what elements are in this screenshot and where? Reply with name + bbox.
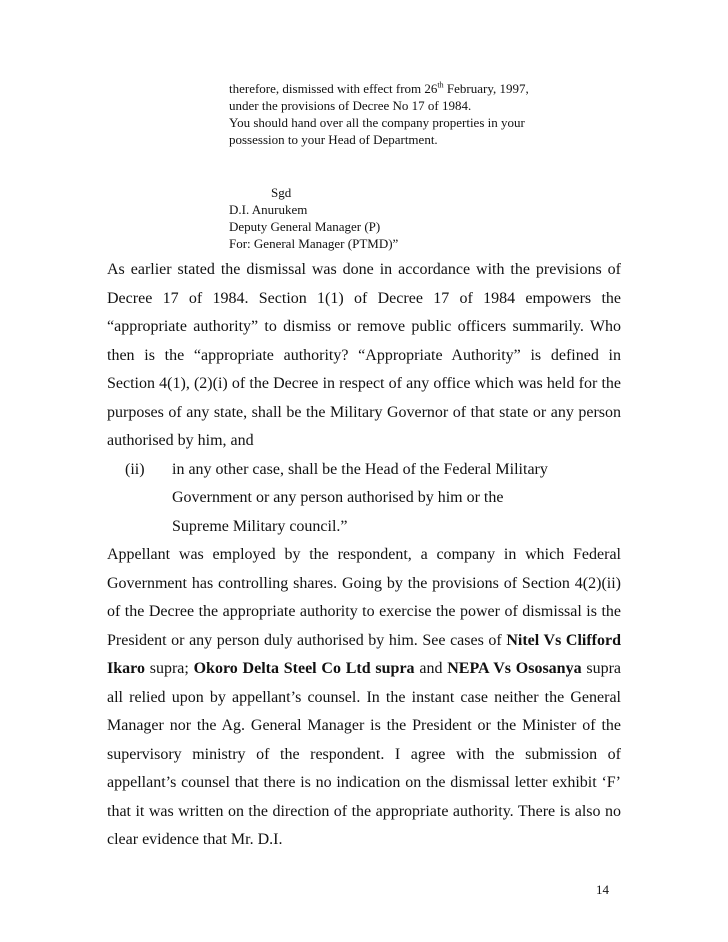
case-citation-1: Nitel Vs Clifford Ikaro	[107, 631, 621, 677]
list-line-1: in any other case, shall be the Head of the Federal Military	[172, 460, 548, 478]
quote-line-1-text: therefore, dismissed with effect from 26	[229, 81, 438, 96]
definition-list	[107, 456, 621, 542]
list-item	[107, 456, 621, 485]
paragraph-2-part-1: Appellant was employed by the respondent, a company in which Federal Government has controlling shares. Going by the provisions of Section 4(2)(ii) of the Decree the appropriate authority to exercise the power of dismissal is the President or any person duly authorised by him. See cases of	[107, 546, 621, 649]
body-text	[107, 256, 621, 855]
paragraph-2-part-2: supra;	[144, 660, 194, 677]
ordinal-suffix: th	[437, 80, 444, 90]
paragraph-2	[107, 541, 621, 855]
quote-line-2: under the provisions of Decree No 17 of 1984.	[229, 98, 472, 113]
signatory-name: D.I. Anurukem	[229, 202, 308, 217]
quote-line-1-date: February, 1997,	[443, 81, 529, 96]
signed-mark: Sgd	[271, 185, 292, 200]
paragraph-2-part-4: supra all relied upon by appellant’s counsel. In the instant case neither the General Manager nor the Ag. General Manager is the President or the Minister of the supervisory ministry of the respondent. I agree with the submission of appellant’s counsel that there is no indication on the dismissal letter exhibit ‘F’ that it was written on the direction of the appropriate authority. There is also no clear evidence that Mr. D.I.	[107, 660, 622, 848]
paragraph-2-part-3: and	[414, 660, 448, 677]
signature-block	[229, 184, 629, 252]
quote-line-4: possession to your Head of Department.	[229, 132, 438, 147]
list-line-3: Supreme Military council.”	[172, 517, 348, 535]
case-citation-2: Okoro Delta Steel Co Ltd supra	[193, 660, 415, 677]
quoted-letter	[229, 80, 629, 148]
quote-line-3: You should hand over all the company properties in your	[229, 115, 525, 130]
quote-line-1	[229, 80, 629, 97]
case-citation-3: NEPA Vs Ososanya	[447, 660, 582, 677]
signatory-title: Deputy General Manager (P)	[229, 219, 381, 234]
list-line-2: Government or any person authorised by him or the	[172, 489, 504, 506]
list-number: (ii)	[125, 460, 145, 478]
page-number: 14	[596, 882, 609, 897]
signatory-for: For: General Manager (PTMD)”	[229, 236, 399, 251]
paragraph-1: As earlier stated the dismissal was done in accordance with the previsions of Decree 17 of 1984. Section 1(1) of Decree 17 of 1984 empowers the “appropriate authority” to dismiss or remove public officers summarily. Who then is the “appropriate authority? “Appropriate Authority” is defined in Section 4(1), (2)(i) of the Decree in respect of any office which was held for the purposes of any state, shall be the Military Governor of that state or any person authorised by him, and	[107, 261, 621, 449]
